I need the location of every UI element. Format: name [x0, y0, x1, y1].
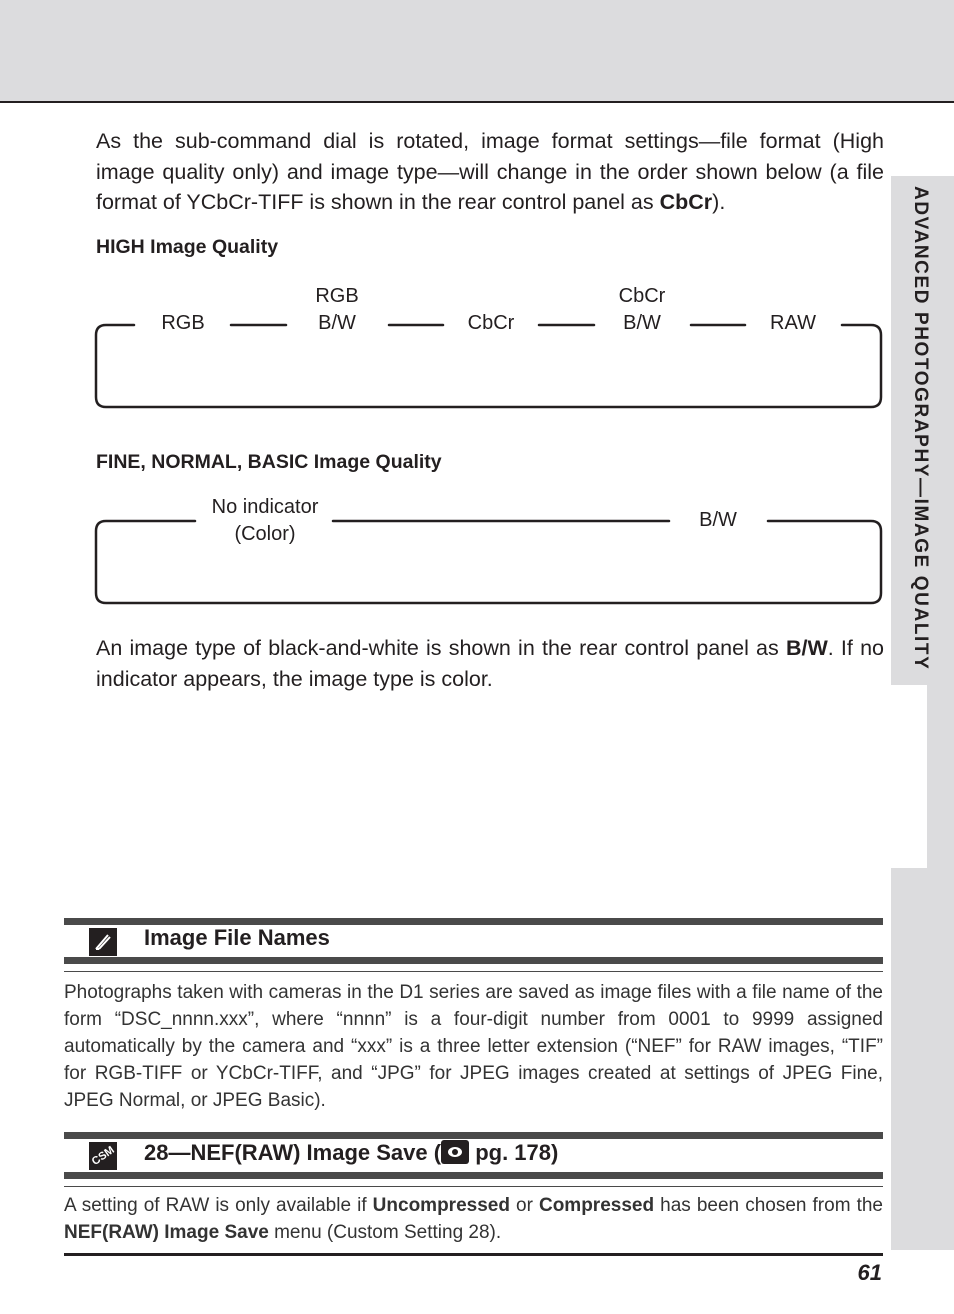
note2-title — [144, 1140, 558, 1166]
cycle-rgb: RGB — [161, 312, 205, 334]
cycle-no-indicator: No indicator — [211, 496, 319, 518]
high-heading-rest: Image Quality — [144, 236, 279, 258]
cycle-rgb-bw-bottom: B/W — [318, 312, 356, 334]
note2-text-4: menu (Custom Setting 28). — [268, 1222, 502, 1243]
note2-thin-rule — [64, 1186, 883, 1187]
cycle-cbcr-bw-bottom: B/W — [623, 312, 661, 334]
section-side-label: ADVANCED PHOTOGRAPHY—IMAGE QUALITY — [910, 186, 931, 671]
pencil-icon — [89, 928, 117, 956]
note2-text-2: or — [509, 1195, 539, 1216]
note2-bold-3: NEF(RAW) Image Save — [64, 1222, 269, 1243]
intro-text-end: ). — [712, 190, 726, 214]
bw-text: An image type of black-and-white is shown in the rear control panel as — [96, 636, 786, 660]
note1-top-rule — [64, 918, 883, 925]
note2-top-rule — [64, 1132, 883, 1139]
cycle-rgb-bw-top: RGB — [315, 285, 359, 307]
cycle-bw: B/W — [699, 509, 737, 531]
cycle-cbcr: CbCr — [467, 312, 515, 334]
cycle-color: (Color) — [234, 523, 296, 545]
bw-paragraph — [96, 633, 884, 694]
bw-bold: B/W — [785, 636, 828, 660]
note2-text-3: has been chosen from the — [654, 1195, 883, 1216]
page-number: 61 — [857, 1260, 882, 1285]
note1-mid-rule — [64, 957, 883, 964]
note2-title-start: 28—NEF(RAW) Image Save ( — [144, 1140, 442, 1165]
note2-text-1: A setting of RAW is only available if — [64, 1195, 373, 1216]
note2-body — [64, 1192, 883, 1246]
note2-bold-2: Compressed — [538, 1195, 655, 1216]
note2-title-end: pg. 178) — [469, 1140, 559, 1165]
fnb-quality-heading — [96, 451, 442, 474]
cycle-raw: RAW — [770, 312, 816, 334]
note1-thin-rule — [64, 971, 883, 972]
csm-icon-text: CSM — [89, 1144, 117, 1168]
csm-icon — [89, 1142, 117, 1170]
footer-rule — [64, 1253, 883, 1256]
bw-text-end: . If no indicator appears, the image type is color. — [96, 636, 884, 691]
note2-bold-1: Uncompressed — [372, 1195, 510, 1216]
cycle-cbcr-bw-top: CbCr — [618, 285, 666, 307]
intro-bold: CbCr — [659, 190, 713, 214]
high-heading-bold: HIGH — [96, 236, 145, 258]
eye-icon — [441, 1140, 469, 1164]
intro-text: As the sub-command dial is rotated, image format settings—file format (High image quality only) and image type—will change in the order shown below (a file format of YCbCr-TIFF is shown in the rear control panel as — [96, 129, 884, 214]
note2-mid-rule — [64, 1172, 883, 1179]
fnb-heading-bold: FINE, NORMAL, BASIC — [96, 451, 309, 473]
note1-body: Photographs taken with cameras in the D1 series are saved as image files with a file name of the form “DSC_nnnn.xxx”, where “nnnn” is a four-digit number from 0001 to 9999 assigned automatically by the camera and “xxx” is a three letter extension (“NEF” for RAW images, “TIF” for RGB-TIFF or YCbCr-TIFF, and “JPG” for JPEG images created at settings of JPEG Fine, JPEG Normal, or JPEG Basic). — [64, 982, 883, 1111]
note1-title: Image File Names — [144, 925, 330, 950]
fnb-heading-rest: Image Quality — [308, 451, 442, 473]
